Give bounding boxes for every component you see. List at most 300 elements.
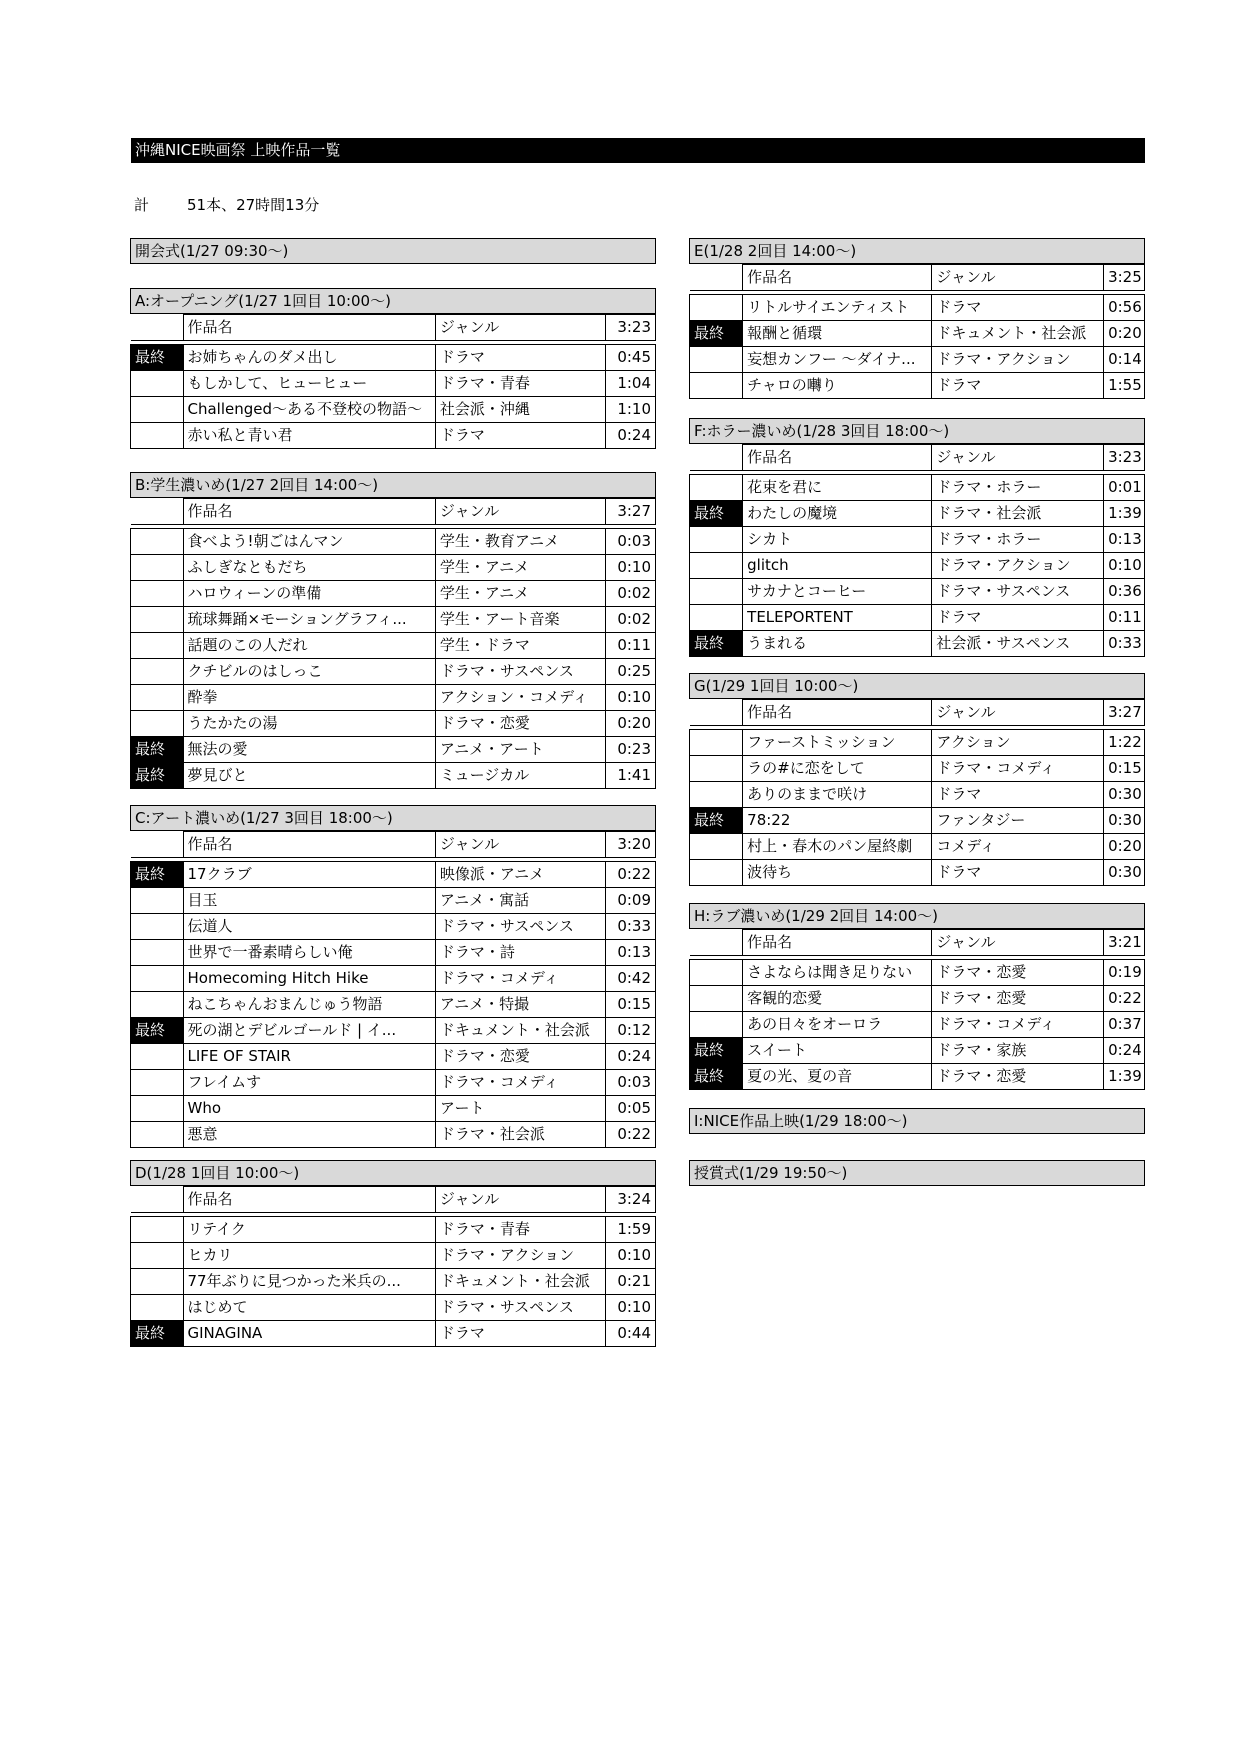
mark-cell bbox=[131, 607, 184, 633]
film-row bbox=[131, 711, 656, 737]
column-header-title: 作品名 bbox=[743, 930, 932, 956]
film-row bbox=[131, 914, 656, 940]
film-genre: ドラマ・アクション bbox=[932, 347, 1104, 373]
film-duration: 0:14 bbox=[1104, 347, 1145, 373]
mark-cell bbox=[131, 1295, 184, 1321]
film-genre: 社会派・沖縄 bbox=[435, 397, 605, 423]
film-title: 17クラブ bbox=[183, 862, 435, 888]
film-row bbox=[690, 553, 1145, 579]
film-row bbox=[690, 986, 1145, 1012]
column-header-genre: ジャンル bbox=[435, 499, 605, 525]
film-title: Challenged〜ある不登校の物語〜 bbox=[183, 397, 435, 423]
film-title: はじめて bbox=[183, 1295, 435, 1321]
film-table bbox=[689, 929, 1145, 1090]
film-duration: 0:37 bbox=[1104, 1012, 1145, 1038]
film-duration: 0:10 bbox=[605, 1243, 656, 1269]
film-duration: 0:03 bbox=[605, 1070, 656, 1096]
film-row bbox=[690, 475, 1145, 501]
film-genre: ドラマ bbox=[932, 605, 1104, 631]
film-row bbox=[131, 633, 656, 659]
film-title: Homecoming Hitch Hike bbox=[183, 966, 435, 992]
film-duration: 0:13 bbox=[1104, 527, 1145, 553]
film-row bbox=[131, 397, 656, 423]
film-title: ハロウィーンの準備 bbox=[183, 581, 435, 607]
column-header-genre: ジャンル bbox=[435, 832, 605, 858]
film-title: お姉ちゃんのダメ出し bbox=[183, 345, 435, 371]
header-spacer bbox=[690, 700, 743, 726]
film-genre: 学生・アート音楽 bbox=[435, 607, 605, 633]
film-row bbox=[131, 1269, 656, 1295]
mark-cell bbox=[690, 605, 743, 631]
mark-cell bbox=[131, 659, 184, 685]
film-genre: ドラマ bbox=[435, 1321, 605, 1347]
film-row bbox=[131, 1070, 656, 1096]
film-row bbox=[690, 960, 1145, 986]
film-genre: ドキュメント・社会派 bbox=[435, 1018, 605, 1044]
mark-cell bbox=[131, 1070, 184, 1096]
film-duration: 0:09 bbox=[605, 888, 656, 914]
film-row bbox=[690, 295, 1145, 321]
film-title: 酔拳 bbox=[183, 685, 435, 711]
mark-cell bbox=[131, 992, 184, 1018]
section-header: G(1/29 1回目 10:00〜) bbox=[689, 673, 1145, 699]
film-genre: ドラマ bbox=[932, 295, 1104, 321]
film-title: TELEPORTENT bbox=[743, 605, 932, 631]
header-spacer bbox=[131, 499, 184, 525]
column-header-row bbox=[690, 700, 1145, 726]
film-genre: 学生・ドラマ bbox=[435, 633, 605, 659]
film-row bbox=[131, 581, 656, 607]
mark-cell bbox=[131, 1096, 184, 1122]
film-genre: ドラマ・恋愛 bbox=[932, 1064, 1104, 1090]
column-header-genre: ジャンル bbox=[435, 315, 605, 341]
film-duration: 0:10 bbox=[1104, 553, 1145, 579]
film-row bbox=[131, 371, 656, 397]
final-badge: 最終 bbox=[690, 631, 743, 657]
film-duration: 0:42 bbox=[605, 966, 656, 992]
mark-cell bbox=[131, 888, 184, 914]
film-genre: ドラマ・ホラー bbox=[932, 527, 1104, 553]
film-title: GINAGINA bbox=[183, 1321, 435, 1347]
column-header-row bbox=[690, 930, 1145, 956]
column-header-genre: ジャンル bbox=[932, 445, 1104, 471]
film-row bbox=[690, 321, 1145, 347]
mark-cell bbox=[690, 373, 743, 399]
film-title: 赤い私と青い君 bbox=[183, 423, 435, 449]
film-title: 妄想カンフー 〜ダイナ... bbox=[743, 347, 932, 373]
mark-cell bbox=[131, 940, 184, 966]
film-title: ありのままで咲け bbox=[743, 782, 932, 808]
mark-cell bbox=[131, 633, 184, 659]
film-genre: ドラマ・コメディ bbox=[932, 756, 1104, 782]
film-genre: ドラマ・コメディ bbox=[932, 1012, 1104, 1038]
section-header: B:学生濃いめ(1/27 2回目 14:00〜) bbox=[130, 472, 656, 498]
film-duration: 0:10 bbox=[605, 1295, 656, 1321]
schedule-block bbox=[689, 418, 1145, 657]
section-header: D(1/28 1回目 10:00〜) bbox=[130, 1160, 656, 1186]
film-row bbox=[131, 607, 656, 633]
header-spacer bbox=[690, 445, 743, 471]
column-header-title: 作品名 bbox=[183, 315, 435, 341]
mark-cell bbox=[131, 711, 184, 737]
column-header-title: 作品名 bbox=[743, 445, 932, 471]
final-badge: 最終 bbox=[131, 1321, 184, 1347]
film-duration: 0:22 bbox=[1104, 986, 1145, 1012]
final-badge: 最終 bbox=[131, 345, 184, 371]
final-badge: 最終 bbox=[690, 1064, 743, 1090]
mark-cell bbox=[690, 347, 743, 373]
film-title: ふしぎなともだち bbox=[183, 555, 435, 581]
mark-cell bbox=[131, 371, 184, 397]
mark-cell bbox=[690, 295, 743, 321]
film-genre: ドラマ bbox=[932, 860, 1104, 886]
film-title: ねこちゃんおまんじゅう物語 bbox=[183, 992, 435, 1018]
schedule-block bbox=[689, 903, 1145, 1090]
mark-cell bbox=[690, 1012, 743, 1038]
film-duration: 0:56 bbox=[1104, 295, 1145, 321]
mark-cell bbox=[690, 834, 743, 860]
mark-cell bbox=[131, 529, 184, 555]
schedule-block bbox=[689, 1108, 1145, 1134]
film-duration: 0:03 bbox=[605, 529, 656, 555]
film-row bbox=[131, 763, 656, 789]
film-table bbox=[130, 314, 656, 449]
film-title: 伝道人 bbox=[183, 914, 435, 940]
film-row bbox=[690, 527, 1145, 553]
film-row bbox=[131, 529, 656, 555]
schedule-block bbox=[130, 1160, 656, 1347]
mark-cell bbox=[131, 1122, 184, 1148]
film-title: 目玉 bbox=[183, 888, 435, 914]
film-title: 波待ち bbox=[743, 860, 932, 886]
film-duration: 0:12 bbox=[605, 1018, 656, 1044]
section-total-time: 3:23 bbox=[605, 315, 656, 341]
mark-cell bbox=[690, 579, 743, 605]
film-row bbox=[690, 860, 1145, 886]
film-row bbox=[131, 685, 656, 711]
final-badge: 最終 bbox=[131, 862, 184, 888]
schedule-block bbox=[689, 673, 1145, 886]
film-duration: 0:10 bbox=[605, 555, 656, 581]
film-table bbox=[689, 699, 1145, 886]
film-genre: アクション・コメディ bbox=[435, 685, 605, 711]
column-header-genre: ジャンル bbox=[932, 930, 1104, 956]
summary-label: 計 bbox=[134, 196, 150, 214]
film-duration: 0:33 bbox=[1104, 631, 1145, 657]
film-title: うまれる bbox=[743, 631, 932, 657]
film-row bbox=[690, 730, 1145, 756]
film-title: あの日々をオーロラ bbox=[743, 1012, 932, 1038]
film-duration: 1:22 bbox=[1104, 730, 1145, 756]
schedule-block bbox=[130, 472, 656, 789]
header-spacer bbox=[690, 265, 743, 291]
film-row bbox=[690, 347, 1145, 373]
film-row bbox=[131, 992, 656, 1018]
film-title: 77年ぶりに見つかった米兵の... bbox=[183, 1269, 435, 1295]
film-genre: アクション bbox=[932, 730, 1104, 756]
film-row bbox=[131, 555, 656, 581]
film-duration: 0:20 bbox=[1104, 834, 1145, 860]
column-header-row bbox=[131, 832, 656, 858]
film-genre: ドラマ・青春 bbox=[435, 1217, 605, 1243]
column-header-genre: ジャンル bbox=[435, 1187, 605, 1213]
section-header: A:オープニング(1/27 1回目 10:00〜) bbox=[130, 288, 656, 314]
mark-cell bbox=[131, 1243, 184, 1269]
film-row bbox=[690, 756, 1145, 782]
film-title: リテイク bbox=[183, 1217, 435, 1243]
film-genre: ドラマ・ホラー bbox=[932, 475, 1104, 501]
film-genre: ドラマ bbox=[435, 345, 605, 371]
film-duration: 0:15 bbox=[605, 992, 656, 1018]
column-header-title: 作品名 bbox=[743, 265, 932, 291]
film-duration: 1:04 bbox=[605, 371, 656, 397]
film-genre: ドラマ・社会派 bbox=[932, 501, 1104, 527]
mark-cell bbox=[690, 782, 743, 808]
film-title: 78:22 bbox=[743, 808, 932, 834]
mark-cell bbox=[131, 1044, 184, 1070]
mark-cell bbox=[690, 960, 743, 986]
film-row bbox=[131, 1217, 656, 1243]
film-genre: ドキュメント・社会派 bbox=[435, 1269, 605, 1295]
film-title: 死の湖とデビルゴールド | イ... bbox=[183, 1018, 435, 1044]
film-genre: ミュージカル bbox=[435, 763, 605, 789]
column-header-title: 作品名 bbox=[183, 499, 435, 525]
film-table bbox=[130, 831, 656, 1148]
film-genre: ドラマ・アクション bbox=[932, 553, 1104, 579]
film-title: さよならは聞き足りない bbox=[743, 960, 932, 986]
film-duration: 0:30 bbox=[1104, 808, 1145, 834]
film-title: glitch bbox=[743, 553, 932, 579]
section-header: 開会式(1/27 09:30〜) bbox=[130, 238, 656, 264]
film-title: 食べよう!朝ごはんマン bbox=[183, 529, 435, 555]
final-badge: 最終 bbox=[690, 321, 743, 347]
mark-cell bbox=[131, 423, 184, 449]
film-row bbox=[131, 345, 656, 371]
mark-cell bbox=[690, 860, 743, 886]
film-title: 無法の愛 bbox=[183, 737, 435, 763]
film-genre: ファンタジー bbox=[932, 808, 1104, 834]
header-spacer bbox=[131, 1187, 184, 1213]
film-genre: ドラマ・詩 bbox=[435, 940, 605, 966]
film-duration: 0:02 bbox=[605, 581, 656, 607]
header-spacer bbox=[131, 315, 184, 341]
section-header: H:ラブ濃いめ(1/29 2回目 14:00〜) bbox=[689, 903, 1145, 929]
film-title: フレイムす bbox=[183, 1070, 435, 1096]
column-header-row bbox=[131, 499, 656, 525]
film-genre: 社会派・サスペンス bbox=[932, 631, 1104, 657]
film-duration: 0:20 bbox=[605, 711, 656, 737]
film-genre: 学生・アニメ bbox=[435, 581, 605, 607]
schedule-block bbox=[130, 238, 656, 264]
film-title: もしかして、ヒューヒュー bbox=[183, 371, 435, 397]
film-row bbox=[690, 605, 1145, 631]
film-row bbox=[131, 1243, 656, 1269]
film-genre: コメディ bbox=[932, 834, 1104, 860]
film-title: ヒカリ bbox=[183, 1243, 435, 1269]
section-total-time: 3:27 bbox=[605, 499, 656, 525]
film-title: 世界で一番素晴らしい俺 bbox=[183, 940, 435, 966]
film-duration: 0:19 bbox=[1104, 960, 1145, 986]
document-title: 沖縄NICE映画祭 上映作品一覧 bbox=[131, 138, 1145, 163]
section-header: F:ホラー濃いめ(1/28 3回目 18:00〜) bbox=[689, 418, 1145, 444]
film-duration: 0:15 bbox=[1104, 756, 1145, 782]
film-title: 客観的恋愛 bbox=[743, 986, 932, 1012]
film-genre: 映像派・アニメ bbox=[435, 862, 605, 888]
column-header-title: 作品名 bbox=[743, 700, 932, 726]
film-title: 琉球舞踊×モーショングラフィ... bbox=[183, 607, 435, 633]
film-duration: 0:24 bbox=[605, 1044, 656, 1070]
film-genre: ドラマ bbox=[932, 782, 1104, 808]
film-genre: 学生・アニメ bbox=[435, 555, 605, 581]
film-row bbox=[131, 423, 656, 449]
film-row bbox=[131, 1018, 656, 1044]
film-genre: アニメ・特撮 bbox=[435, 992, 605, 1018]
film-title: 夏の光、夏の音 bbox=[743, 1064, 932, 1090]
film-title: わたしの魔境 bbox=[743, 501, 932, 527]
film-row bbox=[690, 782, 1145, 808]
film-row bbox=[131, 966, 656, 992]
film-duration: 1:10 bbox=[605, 397, 656, 423]
final-badge: 最終 bbox=[131, 763, 184, 789]
section-total-time: 3:20 bbox=[605, 832, 656, 858]
film-duration: 1:41 bbox=[605, 763, 656, 789]
film-row bbox=[690, 501, 1145, 527]
section-header: C:アート濃いめ(1/27 3回目 18:00〜) bbox=[130, 805, 656, 831]
film-genre: ドラマ・社会派 bbox=[435, 1122, 605, 1148]
film-duration: 0:33 bbox=[605, 914, 656, 940]
film-duration: 1:55 bbox=[1104, 373, 1145, 399]
film-title: 夢見びと bbox=[183, 763, 435, 789]
schedule-block bbox=[130, 288, 656, 449]
film-duration: 0:01 bbox=[1104, 475, 1145, 501]
film-genre: ドラマ・恋愛 bbox=[435, 1044, 605, 1070]
film-genre: ドラマ・サスペンス bbox=[435, 1295, 605, 1321]
mark-cell bbox=[131, 397, 184, 423]
film-duration: 0:25 bbox=[605, 659, 656, 685]
header-spacer bbox=[690, 930, 743, 956]
film-row bbox=[690, 373, 1145, 399]
section-total-time: 3:24 bbox=[605, 1187, 656, 1213]
film-genre: 学生・教育アニメ bbox=[435, 529, 605, 555]
film-row bbox=[131, 737, 656, 763]
section-total-time: 3:25 bbox=[1104, 265, 1145, 291]
film-row bbox=[131, 659, 656, 685]
film-row bbox=[131, 862, 656, 888]
film-row bbox=[131, 1321, 656, 1347]
film-title: 悪意 bbox=[183, 1122, 435, 1148]
mark-cell bbox=[131, 914, 184, 940]
film-title: ファーストミッション bbox=[743, 730, 932, 756]
film-genre: ドラマ・サスペンス bbox=[932, 579, 1104, 605]
final-badge: 最終 bbox=[131, 1018, 184, 1044]
film-genre: ドラマ bbox=[435, 423, 605, 449]
film-duration: 1:39 bbox=[1104, 1064, 1145, 1090]
mark-cell bbox=[131, 1217, 184, 1243]
film-row bbox=[131, 1044, 656, 1070]
final-badge: 最終 bbox=[690, 501, 743, 527]
film-row bbox=[131, 888, 656, 914]
film-duration: 0:24 bbox=[605, 423, 656, 449]
mark-cell bbox=[131, 555, 184, 581]
film-genre: ドラマ・恋愛 bbox=[932, 960, 1104, 986]
film-genre: ドラマ・アクション bbox=[435, 1243, 605, 1269]
mark-cell bbox=[690, 986, 743, 1012]
film-genre: ドラマ・コメディ bbox=[435, 1070, 605, 1096]
film-title: 花束を君に bbox=[743, 475, 932, 501]
section-total-time: 3:23 bbox=[1104, 445, 1145, 471]
film-duration: 0:45 bbox=[605, 345, 656, 371]
mark-cell bbox=[690, 527, 743, 553]
schedule-block bbox=[130, 805, 656, 1148]
column-header-row bbox=[690, 265, 1145, 291]
film-table bbox=[130, 1186, 656, 1347]
column-header-title: 作品名 bbox=[183, 832, 435, 858]
mark-cell bbox=[131, 685, 184, 711]
film-genre: アート bbox=[435, 1096, 605, 1122]
film-genre: ドラマ・コメディ bbox=[435, 966, 605, 992]
film-duration: 0:21 bbox=[605, 1269, 656, 1295]
film-row bbox=[690, 1012, 1145, 1038]
film-duration: 0:22 bbox=[605, 1122, 656, 1148]
film-genre: ドキュメント・社会派 bbox=[932, 321, 1104, 347]
film-row bbox=[690, 834, 1145, 860]
film-title: うたかたの湯 bbox=[183, 711, 435, 737]
film-title: LIFE OF STAIR bbox=[183, 1044, 435, 1070]
mark-cell bbox=[690, 475, 743, 501]
film-row bbox=[690, 631, 1145, 657]
film-row bbox=[131, 1295, 656, 1321]
film-duration: 0:30 bbox=[1104, 860, 1145, 886]
film-title: Who bbox=[183, 1096, 435, 1122]
film-duration: 0:22 bbox=[605, 862, 656, 888]
film-row bbox=[131, 1096, 656, 1122]
film-table bbox=[689, 264, 1145, 399]
header-spacer bbox=[131, 832, 184, 858]
film-duration: 0:24 bbox=[1104, 1038, 1145, 1064]
film-genre: アニメ・寓話 bbox=[435, 888, 605, 914]
film-genre: アニメ・アート bbox=[435, 737, 605, 763]
film-row bbox=[131, 940, 656, 966]
mark-cell bbox=[131, 966, 184, 992]
film-title: スイート bbox=[743, 1038, 932, 1064]
film-duration: 1:59 bbox=[605, 1217, 656, 1243]
section-header: I:NICE作品上映(1/29 18:00〜) bbox=[689, 1108, 1145, 1134]
final-badge: 最終 bbox=[131, 737, 184, 763]
film-title: サカナとコーヒー bbox=[743, 579, 932, 605]
film-title: クチビルのはしっこ bbox=[183, 659, 435, 685]
schedule-block bbox=[689, 1160, 1145, 1186]
mark-cell bbox=[131, 1269, 184, 1295]
film-duration: 0:30 bbox=[1104, 782, 1145, 808]
column-header-title: 作品名 bbox=[183, 1187, 435, 1213]
mark-cell bbox=[690, 553, 743, 579]
film-row bbox=[131, 1122, 656, 1148]
film-duration: 0:36 bbox=[1104, 579, 1145, 605]
column-header-genre: ジャンル bbox=[932, 265, 1104, 291]
summary-value: 51本、27時間13分 bbox=[187, 196, 320, 214]
film-title: リトルサイエンティスト bbox=[743, 295, 932, 321]
film-row bbox=[690, 1038, 1145, 1064]
section-header: 授賞式(1/29 19:50〜) bbox=[689, 1160, 1145, 1186]
film-table bbox=[130, 498, 656, 789]
film-duration: 0:44 bbox=[605, 1321, 656, 1347]
column-header-genre: ジャンル bbox=[932, 700, 1104, 726]
section-total-time: 3:21 bbox=[1104, 930, 1145, 956]
column-header-row bbox=[131, 315, 656, 341]
film-duration: 0:10 bbox=[605, 685, 656, 711]
film-table bbox=[689, 444, 1145, 657]
film-duration: 1:39 bbox=[1104, 501, 1145, 527]
